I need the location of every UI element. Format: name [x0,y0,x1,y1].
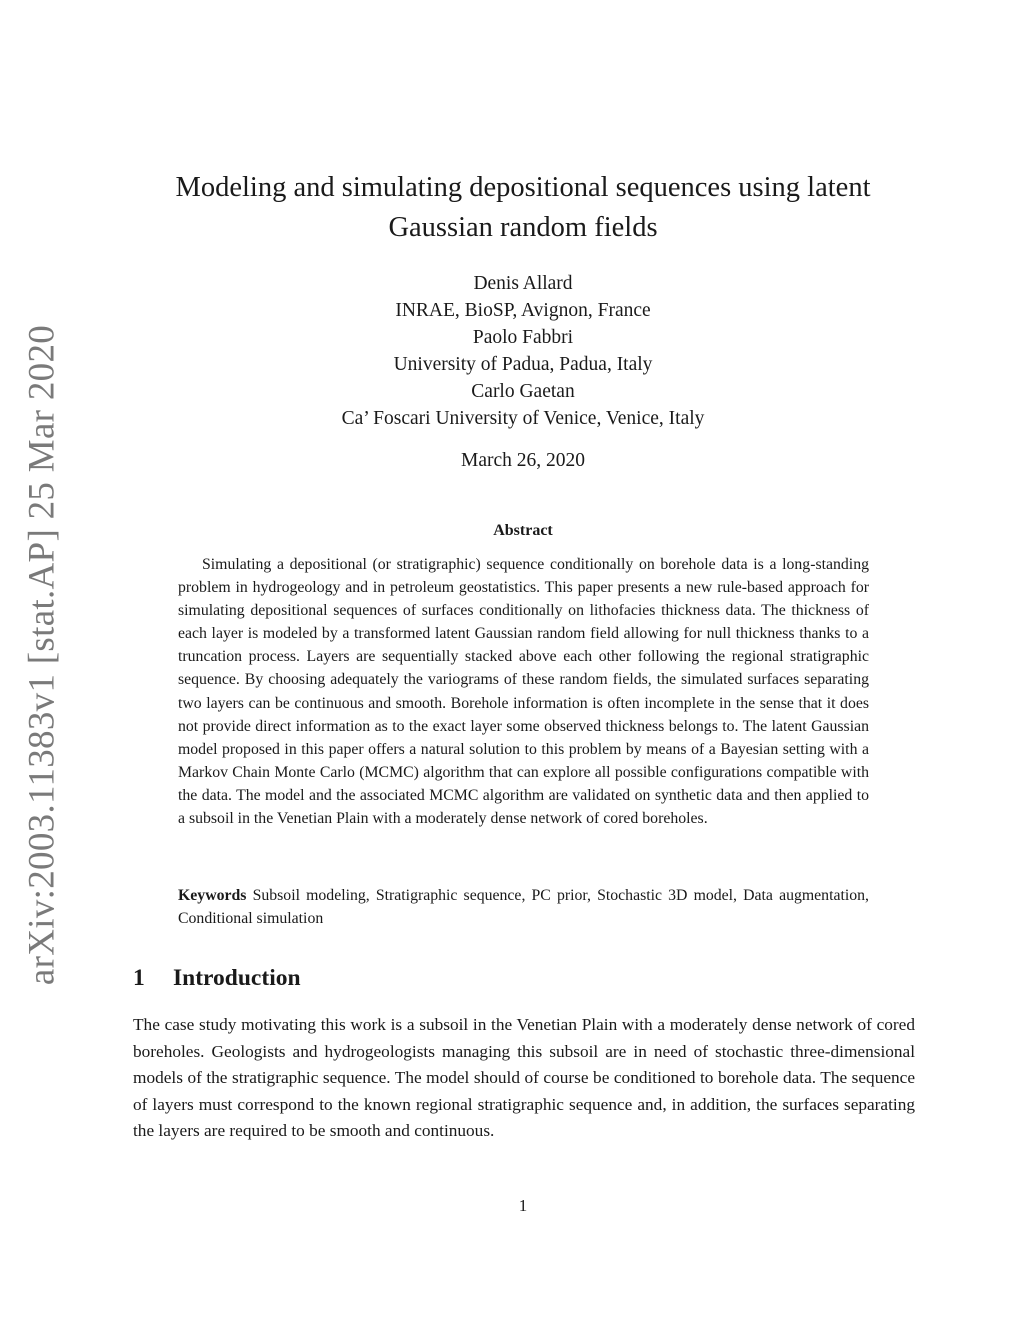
author-affiliation: INRAE, BioSP, Avignon, France [395,300,651,321]
abstract-heading: Abstract [493,522,553,539]
author-affiliation: University of Padua, Padua, Italy [393,354,653,375]
author-name: Paolo Fabbri [472,327,574,348]
introduction-paragraph: The case study motivating this work is a subsoil in the Venetian Plain with a moderately dense network of cored boreholes. Geologists and hydrogeologists managing this subsoil are in need of stochastic three-dimensional models of the stratigraphic sequence. The model should of course be conditioned to borehole data. The sequence of layers must correspond to the known regional stratigraphic sequence and, in addition, the surfaces separating the layers are required to be smooth and continuous. [133,1015,915,1141]
section-heading [133,962,301,994]
author-block [140,270,906,432]
abstract-text: Simulating a depositional (or stratigraphic) sequence conditionally on borehole data is a long-standing problem in hydrogeology and in petroleum geostatistics. This paper presents a new rule-based approach for simulating depositional sequences of surfaces conditionally on lithofacies thickness data. The thickness of each layer is modeled by a transformed latent Gaussian random field allowing for null thickness thanks to a truncation process. Layers are sequentially stacked above each other following the regional stratigraphic sequence. By choosing adequately the variograms of these random fields, the simulated surfaces separating two layers can be continuous and smooth. Borehole information is often incomplete in the sense that it does not provide direct information as to the exact layer some observed thickness belongs to. The latent Gaussian model proposed in this paper offers a natural solution to this problem by means of a Bayesian setting with a Markov Chain Monte Carlo (MCMC) algorithm that can explore all possible configurations compatible with the data. The model and the associated MCMC algorithm are validated on synthetic data and then applied to a subsoil in the Venetian Plain with a moderately dense network of cored boreholes. [178,556,869,828]
author-name: Denis Allard [473,273,573,294]
keywords-block [178,884,869,930]
keywords-label: Keywords [178,887,247,904]
keywords-text: Subsoil modeling, Stratigraphic sequence, PC prior, Stochastic 3D model, Data augmentation, Conditional simulation [178,887,869,928]
arxiv-identifier-stamp: arXiv:2003.11383v1 [stat.AP] 25 Mar 2020 [21,324,63,986]
section-title: Introduction [173,965,301,991]
author-affiliation: Ca’ Foscari University of Venice, Venice, Italy [341,408,705,429]
publication-date: March 26, 2020 [460,450,586,471]
section-number: 1 [133,965,145,991]
author-name: Carlo Gaetan [471,381,575,402]
page-number: 1 [518,1196,528,1215]
paper-title: Modeling and simulating depositional sequences using latent Gaussian random fields [175,172,871,243]
